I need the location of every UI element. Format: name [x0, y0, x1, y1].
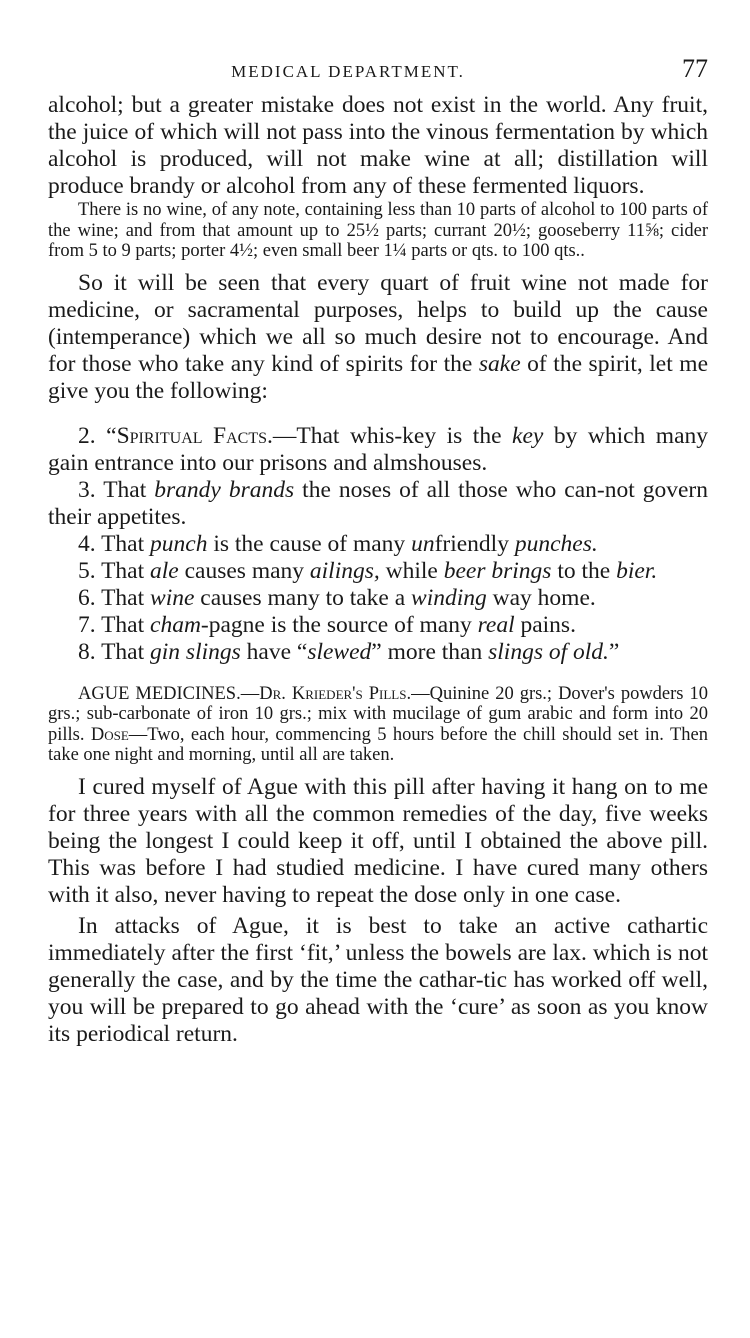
text-run-italic: gin slings — [150, 638, 241, 665]
ague-medicines-heading: AGUE MEDICINES.— — [78, 683, 260, 704]
page-number: 77 — [682, 54, 708, 83]
text-run-italic: winding — [411, 584, 487, 611]
text-run: of the spirit, let me give you the following: — [48, 350, 709, 404]
kriedder-pills-heading: Dr. Krieder's Pills — [259, 683, 407, 704]
text-run: 7. That — [78, 611, 151, 638]
text-run: 8. That — [78, 638, 151, 665]
fact-item-2 — [48, 423, 708, 477]
fact-item-4 — [48, 531, 708, 558]
text-run-italic: un — [411, 530, 435, 557]
fact-item-8 — [48, 639, 708, 666]
paragraph-alcohol-mistake: alcohol; but a greater mistake does not exist in the world. Any fruit, the juice of which will not pass into the vinous fermentation by which alcohol is produced, will not make wine at all; distillation will produce brandy or alcohol from any of these fermented liquors. — [48, 92, 708, 199]
text-run: ” — [608, 638, 620, 665]
paragraph-cured-myself: I cured myself of Ague with this pill after having it hang on to me for three years with all the common remedies of the day, five weeks being the longest I could keep it off, until I obtained the above pill. This was before I had studied medicine. I have cured many others with it also, never having to repeat the dose only in one case. — [48, 773, 708, 908]
text-run: way home. — [486, 584, 596, 611]
text-run: -pagne is the source of many — [200, 611, 478, 638]
text-run-italic: punches. — [514, 530, 598, 557]
text-run: ” more than — [371, 638, 489, 665]
text-run: have “ — [240, 638, 308, 665]
text-run: .—Quinine 20 grs.; Dover's powders 10 grs.; sub-carbonate of iron 10 grs.; mix with mucilage of gum arabic and form into 20 pills. — [48, 683, 709, 745]
text-run: friendly — [434, 530, 515, 557]
fact-item-7 — [48, 612, 708, 639]
text-run-italic: brandy brands — [154, 476, 295, 503]
text-run-italic: real — [477, 611, 515, 638]
text-run: causes many — [178, 557, 310, 584]
paragraph-wine-alcohol-content: There is no wine, of any note, containing less than 10 parts of alcohol to 100 parts of the wine; and from that amount up to 25½ parts; currant 20½; gooseberry 11⅝; cider from 5 to 9 parts; porter 4½; even small beer 1¼ parts or qts. to 100 qts.. — [48, 200, 708, 261]
text-run-italic: slewed — [307, 638, 372, 665]
text-run-italic: bier. — [616, 557, 658, 584]
text-run-italic: key — [512, 422, 544, 449]
text-run: is the cause of many — [207, 530, 412, 557]
fact-item-5 — [48, 558, 708, 585]
fact-item-6 — [48, 585, 708, 612]
text-run: 2. “ — [78, 422, 117, 449]
fact-item-3 — [48, 477, 708, 531]
text-run-italic: beer brings — [443, 557, 552, 584]
text-run: 6. That — [78, 584, 151, 611]
text-run: 5. That — [78, 557, 151, 584]
dose-label: Dose — [90, 724, 129, 745]
text-run-italic: ailings, — [309, 557, 380, 584]
text-run: to the — [551, 557, 617, 584]
text-run: while — [379, 557, 444, 584]
ague-medicines-recipe — [48, 684, 708, 766]
text-run: 3. That — [78, 476, 155, 503]
text-run-italic: wine — [150, 584, 195, 611]
text-run: .—That whis-key is the — [267, 422, 513, 449]
text-run-italic: cham — [150, 611, 201, 638]
text-run: —Two, each hour, commencing 5 hours before the chill should set in. Then take one night and morning, until all are taken. — [48, 724, 708, 765]
page-header — [48, 52, 708, 92]
text-run: by which many gain entrance into our prisons and almshouses. — [48, 422, 709, 476]
paragraph-fruit-wine — [48, 270, 708, 405]
text-run-italic: punch — [150, 530, 208, 557]
text-run-italic: sake — [478, 350, 521, 377]
text-run: causes many to take a — [194, 584, 412, 611]
text-run: 4. That — [78, 530, 151, 557]
book-page — [48, 52, 708, 1048]
paragraph-attacks-of-ague: In attacks of Ague, it is best to take an active cathartic immediately after the first ‘fit,’ unless the bowels are lax. which is not generally the case, and by the time the cathar-tic has worked off well, you will be prepared to go ahead with the ‘cure’ as soon as you know its periodical return. — [48, 912, 708, 1047]
text-run-italic: ale — [150, 557, 179, 584]
text-run: the noses of all those who can-not govern their appetites. — [48, 476, 708, 530]
text-run: pains. — [514, 611, 576, 638]
text-run-italic: slings of old. — [488, 638, 609, 665]
text-run: So it will be seen that every quart of fruit wine not made for medicine, or sacramental purposes, helps to build up the cause (intemperance) which we all so much desire not to encourage. And for those who take any kind of spirits for the — [48, 269, 708, 377]
running-head: MEDICAL DEPARTMENT. — [231, 62, 465, 81]
spiritual-facts-heading: Spiritual Facts — [116, 422, 268, 449]
